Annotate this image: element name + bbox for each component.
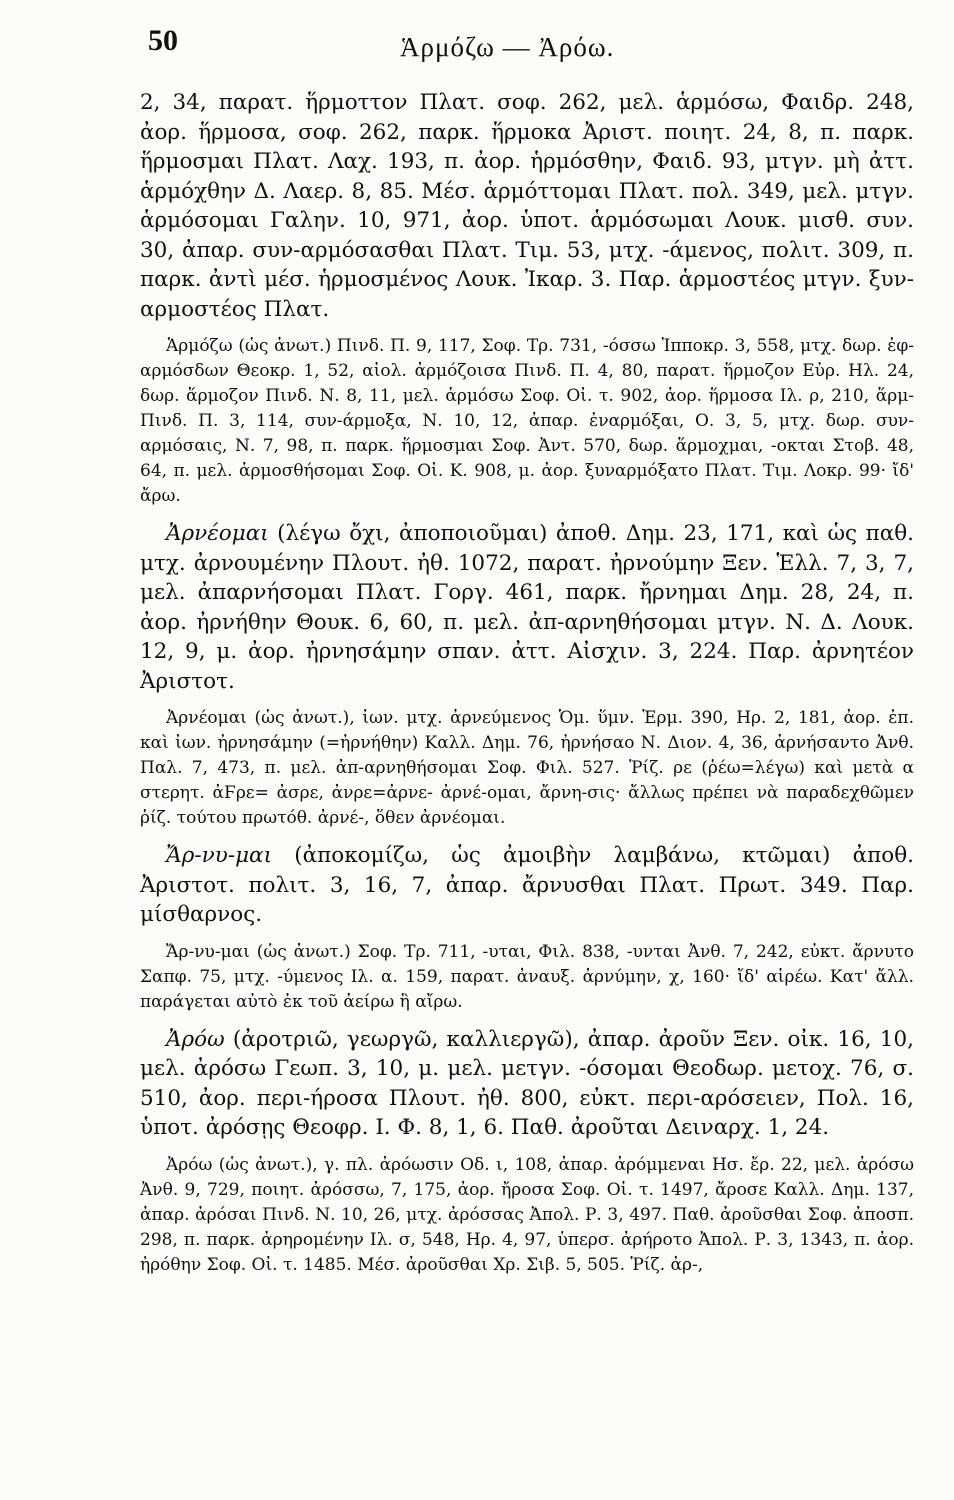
page-header (140, 18, 914, 88)
entry-armozo-attic-continued (140, 88, 914, 324)
entry-text: (λέγω ὄχι, ἀποποιοῦμαι) ἀποθ. Δημ. 23, 171, καὶ ὡς παθ. μτχ. ἀρνουμένην Πλουτ. ἠθ. 1072, παρατ. ἠρνούμην Ξεν. Ἑλλ. 7, 3, 7, μελ. ἀπαρνήσομαι Πλατ. Γοργ. 461, παρκ. ἤρνημαι Δημ. 28, 24, π. ἀορ. ἠρνήθην Θουκ. 6, 60, π. μελ. ἀπ-αρνηθήσομαι μτγν. Ν. Δ. Λουκ. 12, 9, μ. ἀορ. ἠρνησάμην σπαν. ἀττ. Αἰσχιν. 3, 224. Παρ. ἀρνητέον Ἀριστοτ. (140, 521, 914, 694)
running-head: Ἁρμόζω — Ἀρόω. (400, 32, 615, 62)
entry-headword: Ἀρόω (166, 1026, 225, 1052)
entry-text: Ἀρόω (ὡς ἀνωτ.), γ. πλ. ἀρόωσιν Οδ. ι, 108, ἀπαρ. ἀρόμμεναι Ησ. ἔρ. 22, μελ. ἀρόσω Ἀνθ. 9, 729, ποιητ. ἀρόσσω, 7, 175, ἀορ. ἤροσα Σοφ. Οἰ. τ. 1497, ἄροσε Καλλ. Δημ. 137, ἀπαρ. ἀρόσαι Πινδ. Ν. 10, 26, μτχ. ἀρόσσας Ἀπολ. Ρ. 3, 497. Παθ. ἀροῦσθαι Σοφ. ἀποσπ. 298, π. παρκ. ἀρηρομένην Ιλ. σ, 548, Ηρ. 4, 97, ὑπερσ. ἀρήροτο Ἀπολ. Ρ. 3, 1343, π. ἀορ. ἠρόθην Σοφ. Οἰ. τ. 1485. Μέσ. ἀροῦσθαι Χρ. Σιβ. 5, 505. Ῥίζ. ἀρ-, (140, 1154, 914, 1275)
entry-arneomai-attic (140, 519, 914, 696)
entry-aroo-poetic (140, 1153, 914, 1278)
page-number: 50 (148, 24, 178, 57)
entry-text: Ἀρνέομαι (ὡς ἀνωτ.), ἰων. μτχ. ἀρνεύμενος Ὁμ. ὕμν. Ἑρμ. 390, Ηρ. 2, 181, ἀορ. ἐπ. καὶ ἰων. ἠρνησάμην (=ἠρνήθην) Καλλ. Δημ. 76, ἠρνήσαο Ν. Διον. 4, 36, ἀρνήσαντο Ἀνθ. Παλ. 7, 473, π. μελ. ἀπ-αρνηθήσομαι Σοφ. Φιλ. 527. Ῥίζ. ρε (ῥέω=λέγω) καὶ μετὰ α στερητ. ἀϜρε= ἀσρε, ἀνρε=ἀρνε- ἀρνέ-ομαι, ἄρνη-σις· ἄλλως πρέπει νὰ παραδεχθῶμεν ῥίζ. τούτου πρωτόθ. ἀρνέ-, ὅθεν ἀρνέομαι. (140, 708, 914, 828)
entry-arnymai-poetic (140, 940, 914, 1015)
entry-armozo-poetic (140, 334, 914, 509)
entry-arneomai-poetic (140, 706, 914, 831)
entry-text: (ἀροτριῶ, γεωργῶ, καλλιεργῶ), ἀπαρ. ἀροῦν Ξεν. οἰκ. 16, 10, μελ. ἀρόσω Γεωπ. 3, 10, μ. μελ. μετγν. -όσομαι Θεοδωρ. μετοχ. 76, σ. 510, ἀορ. περι-ήροσα Πλουτ. ἠθ. 800, εὐκτ. περι-αρόσειεν, Πολ. 16, ὑποτ. ἀρόσῃς Θεοφρ. Ι. Φ. 8, 1, 6. Παθ. ἀροῦται Δειναρχ. 1, 24. (140, 1026, 914, 1140)
entry-text: 2, 34, παρατ. ἥρμοττον Πλατ. σοφ. 262, μελ. ἁρμόσω, Φαιδρ. 248, ἀορ. ἥρμοσα, σοφ. 262, παρκ. ἥρμοκα Ἀριστ. ποιητ. 24, 8, π. παρκ. ἥρμοσμαι Πλατ. Λαχ. 193, π. ἀορ. ἡρμόσθην, Φαιδ. 93, μτγν. μὴ ἀττ. ἁρμόχθην Δ. Λαερ. 8, 85. Μέσ. ἁρμόττομαι Πλατ. πολ. 349, μελ. μτγν. ἁρμόσομαι Γαλην. 10, 971, ἀορ. ὑποτ. ἁρμόσωμαι Λουκ. μισθ. συν. 30, ἀπαρ. συν-αρμόσασθαι Πλατ. Τιμ. 53, μτχ. -άμενος, πολιτ. 309, π. παρκ. ἀντὶ μέσ. ἡρμοσμένος Λουκ. Ἰκαρ. 3. Παρ. ἁρμοστέος μτγν. ξυν-αρμοστέος Πλατ. (140, 90, 914, 322)
entry-text: (ἀποκομίζω, ὡς ἀμοιβὴν λαμβάνω, κτῶμαι) ἀποθ. Ἀριστοτ. πολιτ. 3, 16, 7, ἀπαρ. ἄρνυσθαι Πλατ. Πρωτ. 349. Παρ. μίσθαρνος. (140, 843, 914, 927)
entry-arnymai-attic (140, 841, 914, 930)
entry-headword: Ἀρνέομαι (166, 521, 269, 546)
entry-text: Ἄρ-νυ-μαι (ὡς ἀνωτ.) Σοφ. Τρ. 711, -υται, Φιλ. 838, -υνται Ἀνθ. 7, 242, εὐκτ. ἄρνυτο Σαπφ. 75, μτχ. -ύμενος Ιλ. α. 159, παρατ. ἀναυξ. ἀρνύμην, χ, 160· ἴδ' αἱρέω. Κατ' ἄλλ. παράγεται αὐτὸ ἐκ τοῦ ἀείρω ἢ αἴρω. (140, 941, 914, 1012)
entry-text: Ἁρμόζω (ὡς ἀνωτ.) Πινδ. Π. 9, 117, Σοφ. Τρ. 731, -όσσω Ἱπποκρ. 3, 558, μτχ. δωρ. ἐφ-αρμόσδων Θεοκρ. 1, 52, αἰολ. ἀρμόζοισα Πινδ. Π. 4, 80, παρατ. ἥρμοζον Εὐρ. Ηλ. 24, δωρ. ἅρμοζον Πινδ. Ν. 8, 11, μελ. ἁρμόσω Σοφ. Οἰ. τ. 902, ἀορ. ἥρμοσα Ιλ. ρ, 210, ἅρμ- Πινδ. Π. 3, 114, συν-άρμοξα, Ν. 10, 12, ἀπαρ. ἐναρμόξαι, Ο. 3, 5, μτχ. δωρ. συν-αρμόσαις, Ν. 7, 98, π. παρκ. ἥρμοσμαι Σοφ. Ἀντ. 570, δωρ. ἅρμοχμαι, -οκται Στοβ. 48, 64, π. μελ. ἁρμοσθήσομαι Σοφ. Οἰ. Κ. 908, μ. ἀορ. ξυναρμόξατο Πλατ. Τιμ. Λοκρ. 99· ἴδ' ἄρω. (140, 336, 914, 506)
entry-aroo-attic (140, 1025, 914, 1143)
entry-headword: Ἄρ-νυ-μαι (166, 843, 273, 868)
